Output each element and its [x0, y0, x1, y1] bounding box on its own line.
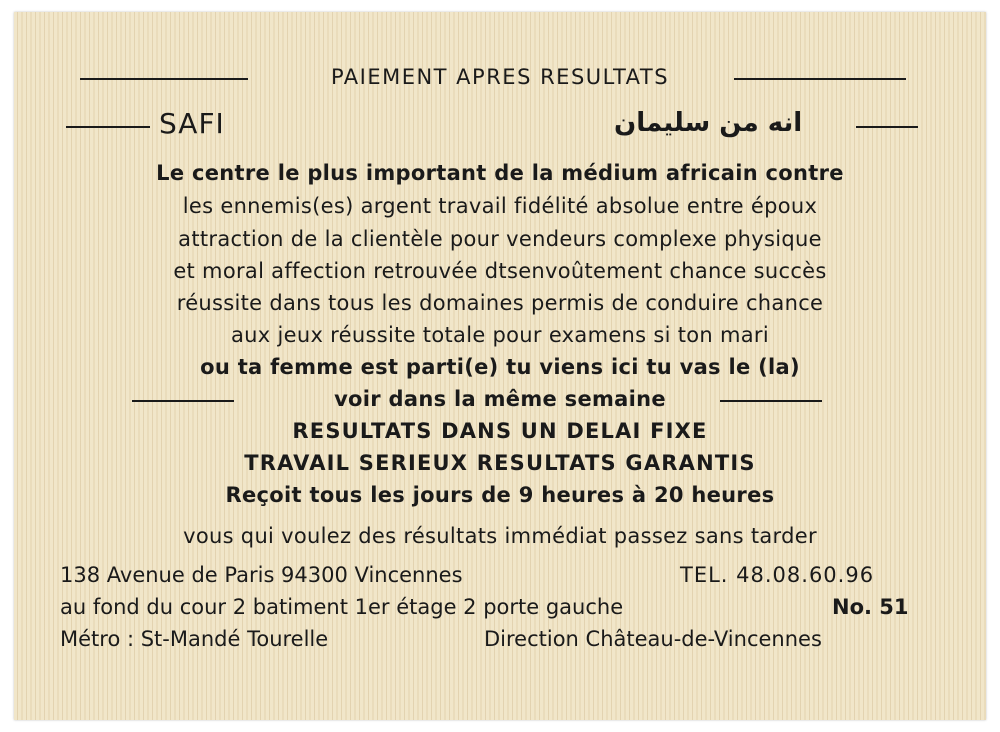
business-card — [14, 12, 986, 720]
body-line-8: voir dans la même semaine — [334, 387, 666, 411]
body-line-1: Le centre le plus important de la médium africain contre — [156, 161, 844, 185]
address-metro: Métro : St-Mandé Tourelle — [60, 627, 329, 651]
arabic-rule — [856, 126, 918, 128]
serious-line: TRAVAIL SERIEUX RESULTATS GARANTIS — [244, 451, 756, 475]
body-line-2: les ennemis(es) argent travail fidélité absolue entre époux — [182, 194, 818, 218]
address-door-number: No. 51 — [832, 595, 909, 619]
header-rule-right — [734, 78, 906, 80]
city-name: SAFI — [159, 107, 225, 140]
arabic-phrase: انه من سليمان — [614, 108, 803, 138]
week-rule-right — [720, 400, 822, 402]
body-line-4: et moral affection retrouvée dtsenvoûtement chance succès — [173, 259, 827, 283]
body-line-5: réussite dans tous les domaines permis de conduire chance — [176, 291, 824, 315]
results-line: RESULTATS DANS UN DELAI FIXE — [292, 419, 708, 443]
hours-line: Reçoit tous les jours de 9 heures à 20 heures — [225, 483, 775, 507]
safi-rule — [66, 126, 150, 128]
body-line-6: aux jeux réussite totale pour examens si ton mari — [231, 323, 769, 347]
prompt-line: vous qui voulez des résultats immédiat passez sans tarder — [183, 524, 817, 548]
body-line-7: ou ta femme est parti(e) tu viens ici tu vas le (la) — [200, 355, 800, 379]
body-line-3: attraction de la clientèle pour vendeurs complexe physique — [178, 227, 822, 251]
address-street: 138 Avenue de Paris 94300 Vincennes — [60, 563, 463, 587]
header-title: PAIEMENT APRES RESULTATS — [330, 65, 670, 89]
address-tel: TEL. 48.08.60.96 — [680, 563, 875, 587]
address-direction: Direction Château-de-Vincennes — [484, 627, 822, 651]
address-courtyard: au fond du cour 2 batiment 1er étage 2 porte gauche — [60, 595, 624, 619]
